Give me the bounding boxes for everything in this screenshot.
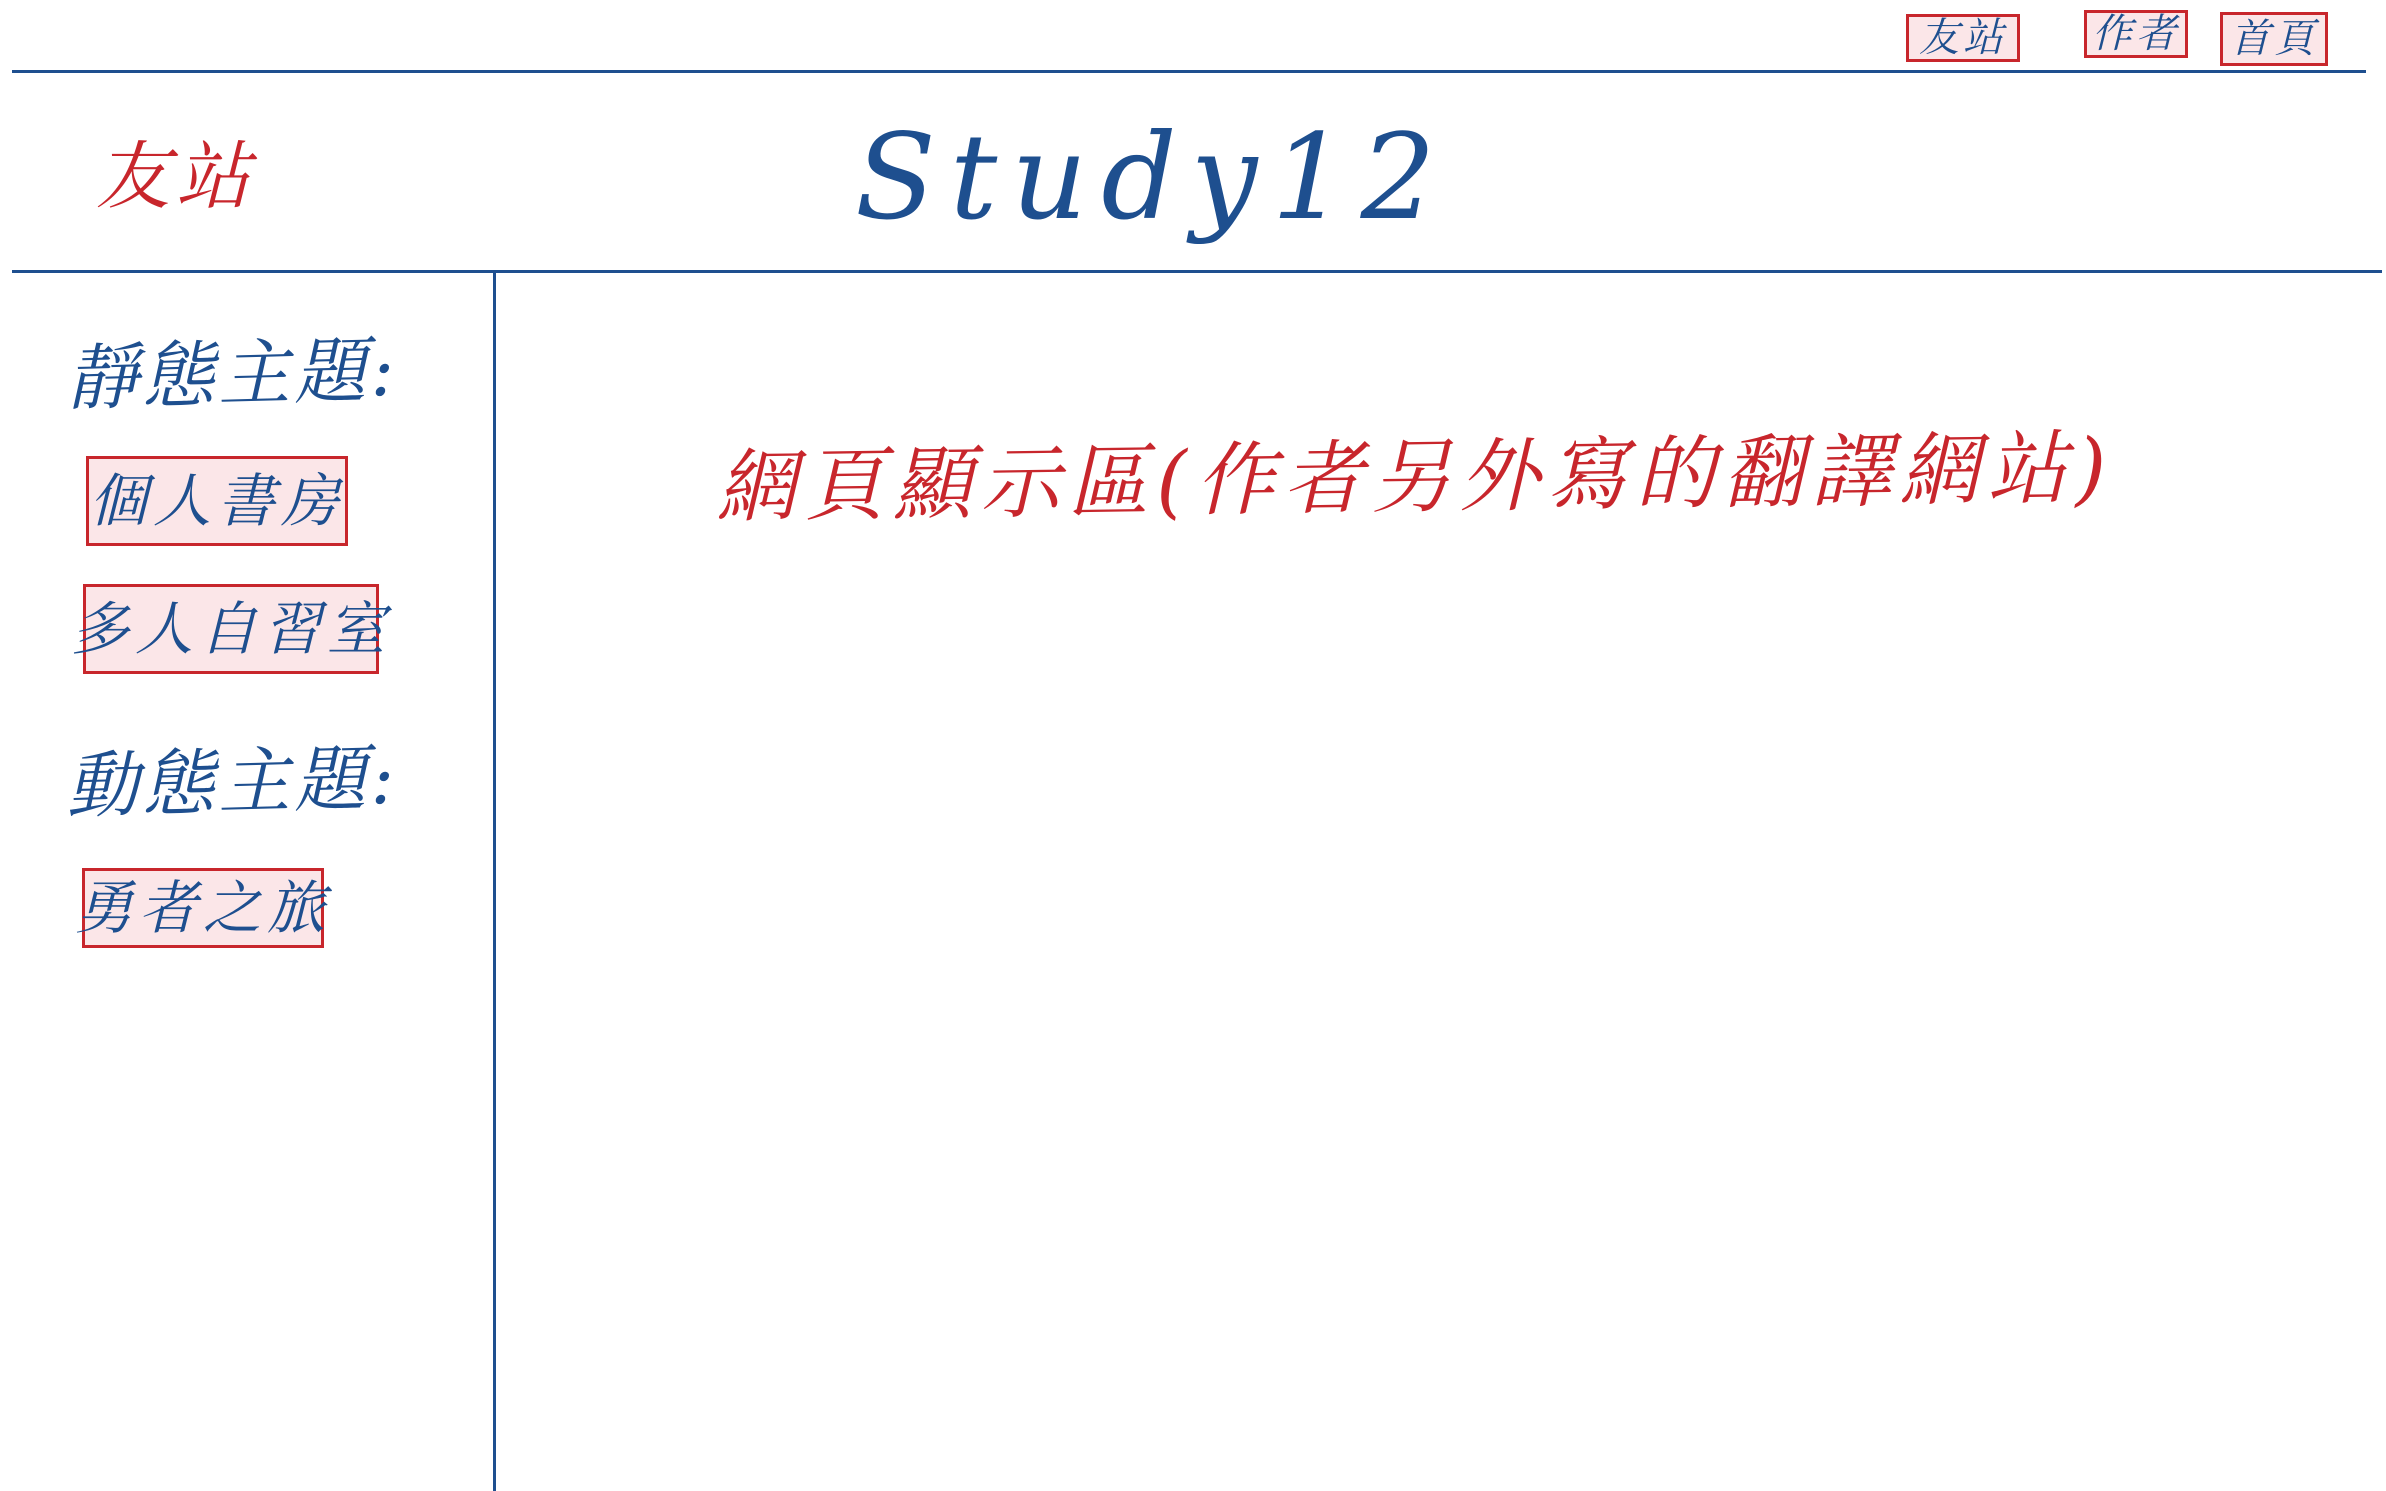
hero-journey-link[interactable]: 勇者之旅: [82, 868, 324, 948]
static-themes-heading: 靜態主題:: [64, 327, 400, 421]
site-title: Study12: [855, 108, 1450, 246]
group-study-room-link[interactable]: 多人自習室: [83, 584, 379, 674]
dynamic-themes-heading: 動態主題:: [64, 735, 400, 829]
nav-home-link[interactable]: 首頁: [2220, 12, 2328, 66]
top-divider: [12, 70, 2366, 73]
header-divider: [12, 270, 2382, 273]
personal-study-room-link[interactable]: 個人書房: [86, 456, 348, 546]
sidebar-divider: [493, 272, 496, 1491]
site-label: 友站: [96, 134, 256, 220]
display-area-note: 網頁顯示區(作者另外寫的翻譯網站): [715, 421, 2115, 534]
nav-friend-sites-link[interactable]: 友站: [1906, 14, 2020, 62]
nav-author-link[interactable]: 作者: [2084, 10, 2188, 58]
